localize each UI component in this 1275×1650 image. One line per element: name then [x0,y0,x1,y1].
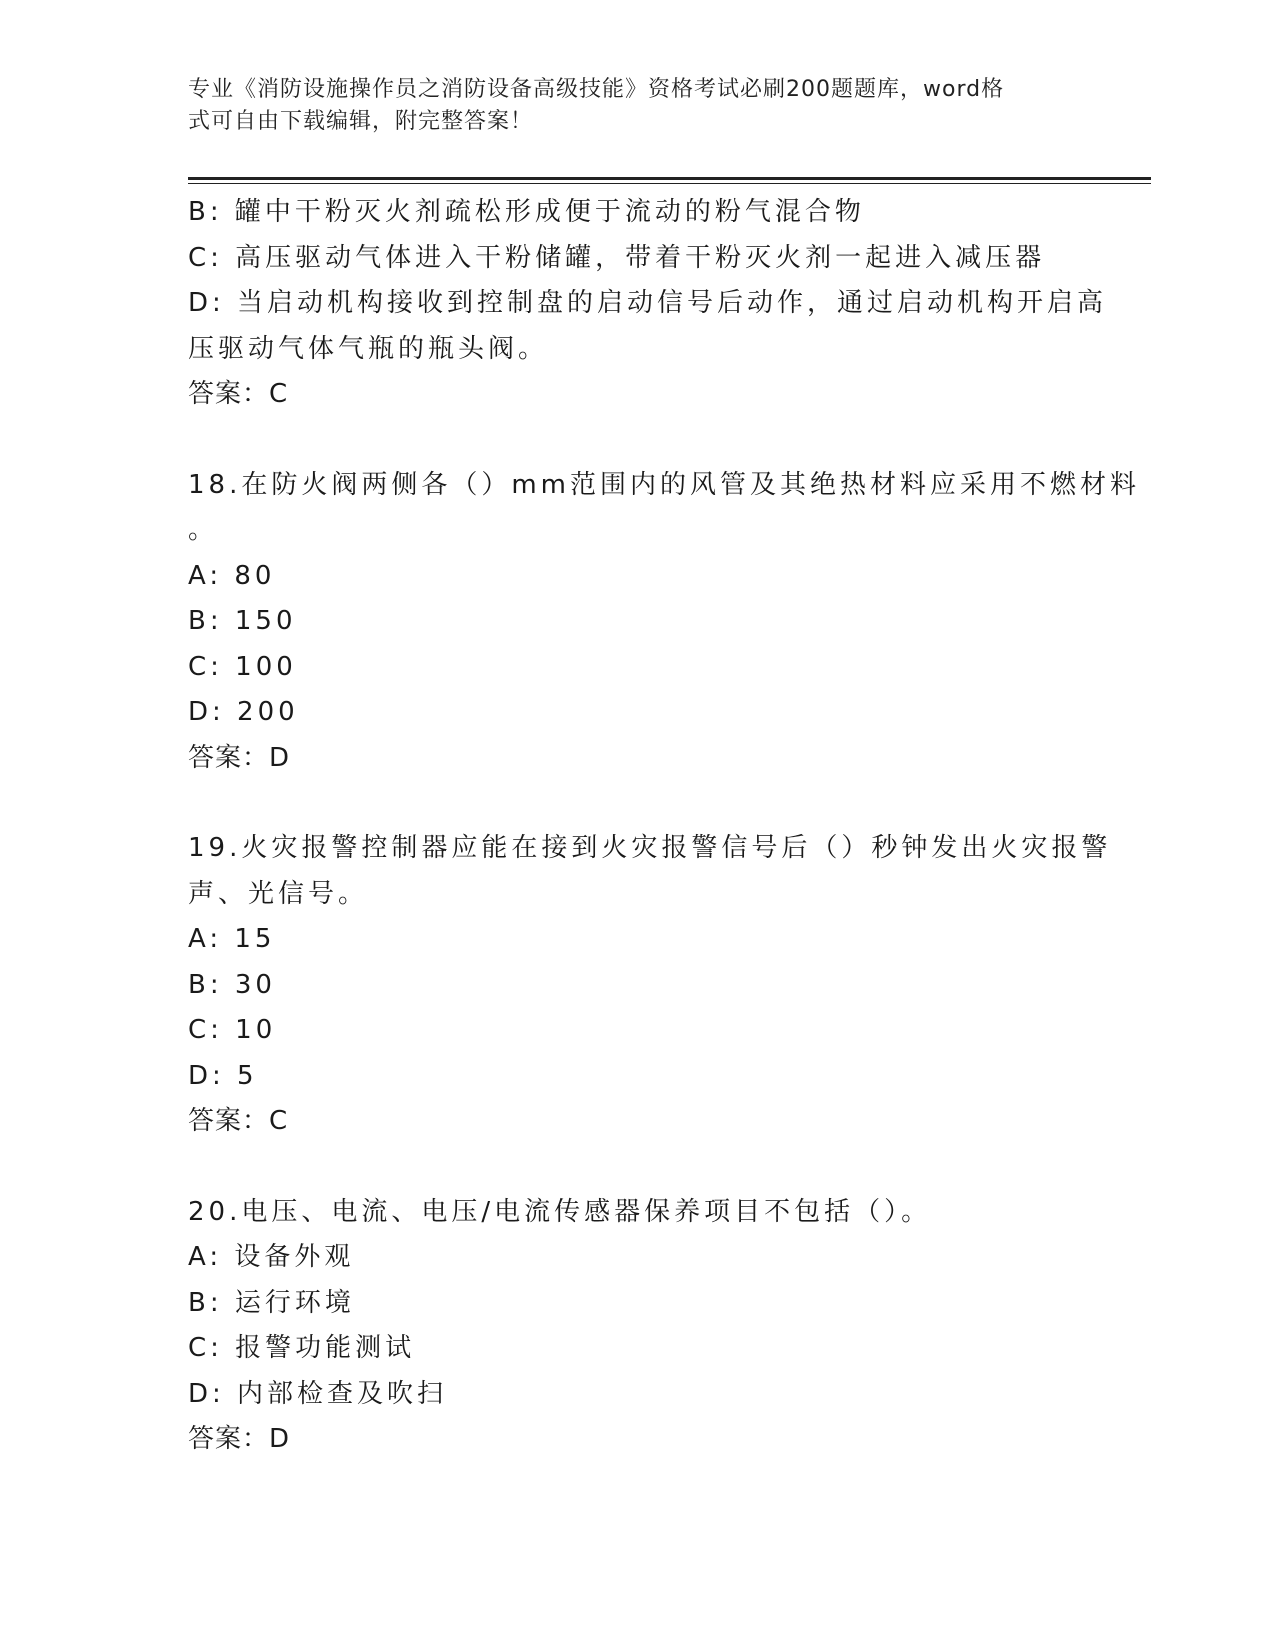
answer: 答案：D [188,742,291,773]
spacer [188,418,1088,463]
header-rule-thin [188,183,1151,184]
question-stem: 18.在防火阀两侧各（）mm范围内的风管及其绝热材料应采用不燃材料 [188,469,1141,500]
answer: 答案：C [188,1106,289,1136]
option-a: A: 设备外观 [188,1242,355,1272]
answer: 答案：D [188,1424,291,1454]
document-header [188,74,1068,138]
spacer [188,1145,1088,1190]
option-d: D: 5 [188,1060,258,1091]
header-line-1: 专业《消防设施操作员之消防设备高级技能》资格考试必刷200题题库，word格 [188,77,1005,102]
option-a: A: 15 [188,924,276,954]
question-list [188,190,1141,1463]
option-d-continued: 压驱动气体气瓶的瓶头阀。 [188,333,549,364]
option-d: D: 200 [188,697,299,727]
question-stem: 20.电压、电流、电压/电流传感器保养项目不包括（）。 [188,1196,932,1227]
option-c: C: 报警功能测试 [188,1333,416,1363]
header-line-2: 式可自由下载编辑，附完整答案！ [188,109,534,134]
question-stem-continued: 。 [188,515,219,545]
option-c: C: 高压驱动气体进入干粉储罐，带着干粉灭火剂一起进入减压器 [188,242,1046,273]
question-20 [188,1190,1088,1463]
option-c: C: 100 [188,651,297,682]
option-c: C: 10 [188,1015,277,1045]
header-rule-thick [188,177,1151,180]
question-stem-continued: 声、光信号。 [188,878,369,909]
option-b: B: 30 [188,969,276,1000]
question-18 [188,463,1141,782]
option-d: D: 当启动机构接收到控制盘的启动信号后动作，通过启动机构开启高 [188,288,1108,318]
spacer [188,781,1088,826]
answer: 答案：C [188,379,289,409]
question-17 [188,190,1108,418]
option-b: B: 罐中干粉灭火剂疏松形成便于流动的粉气混合物 [188,197,865,227]
option-b: B: 运行环境 [188,1287,355,1318]
option-a: A: 80 [188,560,276,591]
question-19 [188,826,1112,1145]
question-stem: 19.火灾报警控制器应能在接到火灾报警信号后（）秒钟发出火灾报警 [188,833,1112,863]
option-b: B: 150 [188,606,297,636]
option-d: D: 内部检查及吹扫 [188,1378,448,1409]
